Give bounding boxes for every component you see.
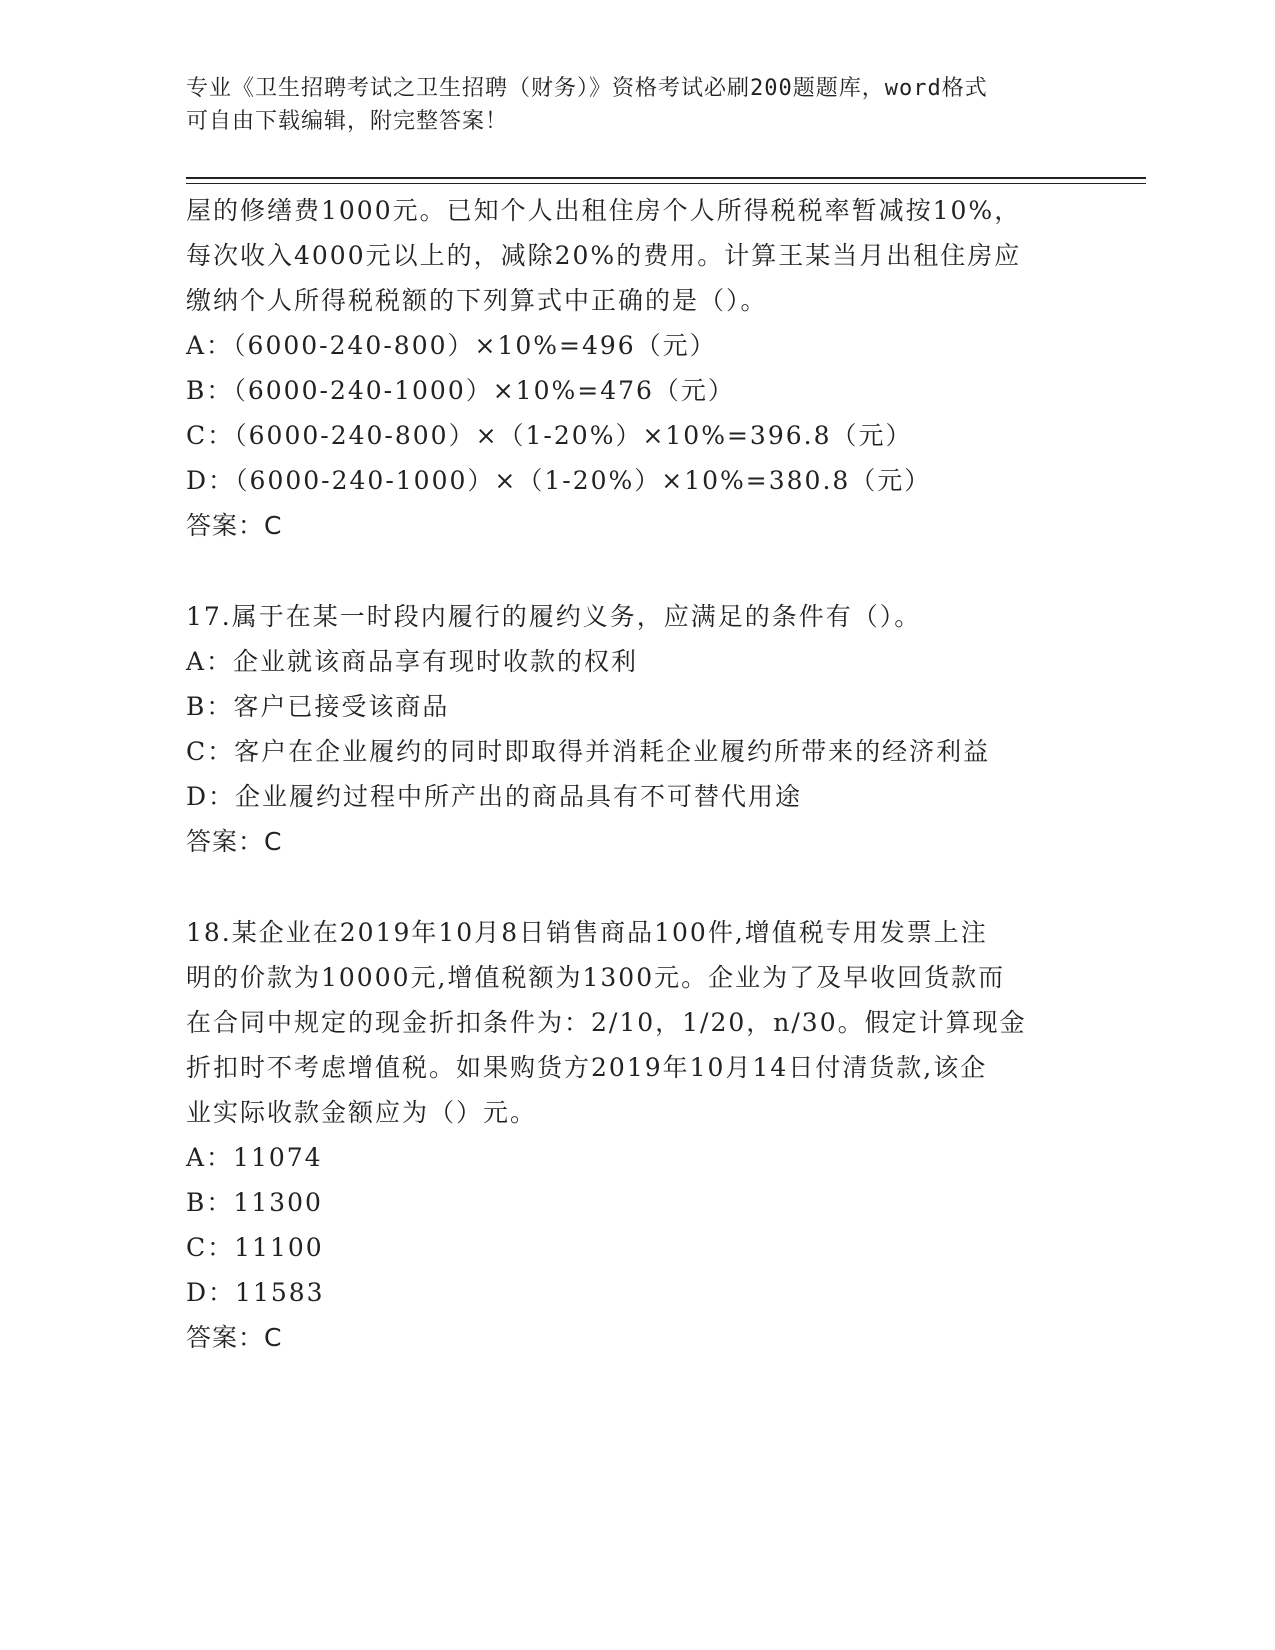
header-divider-thin [186, 183, 1146, 184]
question-stem-line: 业实际收款金额应为（）元。 [186, 1098, 538, 1127]
question-18 [186, 910, 1066, 1360]
option-a: A：11074 [186, 1143, 323, 1172]
question-stem-line: 折扣时不考虑增值税。如果购货方2019年10月14日付清货款,该企 [186, 1053, 988, 1082]
question-stem-line: 17.属于在某一时段内履行的履约义务，应满足的条件有（）。 [186, 602, 922, 631]
option-a: A：（6000-240-800）×10%=496（元） [186, 331, 717, 360]
question-17 [186, 594, 1066, 864]
option-d: D：企业履约过程中所产出的商品具有不可替代用途 [186, 782, 803, 811]
question-stem-line: 在合同中规定的现金折扣条件为：2/10，1/20，n/30。假定计算现金 [186, 1008, 1027, 1037]
answer-line: 答案：C [186, 511, 283, 540]
option-c: C：（6000-240-800）×（1-20%）×10%=396.8（元） [186, 421, 913, 450]
header-divider-thick [186, 177, 1146, 179]
question-spacer [186, 548, 1066, 594]
answer-line: 答案：C [186, 1323, 283, 1352]
option-d: D：11583 [186, 1278, 325, 1307]
option-d: D：（6000-240-1000）×（1-20%）×10%=380.8（元） [186, 466, 932, 495]
question-spacer [186, 864, 1066, 910]
question-content [186, 188, 1066, 1360]
question-stem-line: 明的价款为10000元,增值税额为1300元。企业为了及早收回货款而 [186, 963, 1006, 992]
header-line-1: 专业《卫生招聘考试之卫生招聘（财务）》资格考试必刷200题题库，word格式 [186, 76, 988, 101]
answer-line: 答案：C [186, 827, 283, 856]
question-stem-line: 缴纳个人所得税税额的下列算式中正确的是（）。 [186, 286, 768, 315]
document-header [186, 72, 1066, 138]
question-16 [186, 188, 1066, 548]
option-c: C：11100 [186, 1233, 324, 1262]
header-line-2: 可自由下载编辑，附完整答案！ [186, 109, 509, 134]
question-stem-line: 屋的修缮费1000元。已知个人出租住房个人所得税税率暂减按10%， [186, 196, 1022, 225]
option-b: B：（6000-240-1000）×10%=476（元） [186, 376, 735, 405]
option-b: B：11300 [186, 1188, 323, 1217]
question-stem-line: 每次收入4000元以上的，减除20%的费用。计算王某当月出租住房应 [186, 241, 1022, 270]
question-stem-line: 18.某企业在2019年10月8日销售商品100件,增值税专用发票上注 [186, 918, 988, 947]
option-c: C：客户在企业履约的同时即取得并消耗企业履约所带来的经济利益 [186, 737, 991, 766]
option-b: B：客户已接受该商品 [186, 692, 450, 721]
option-a: A：企业就该商品享有现时收款的权利 [186, 647, 639, 676]
